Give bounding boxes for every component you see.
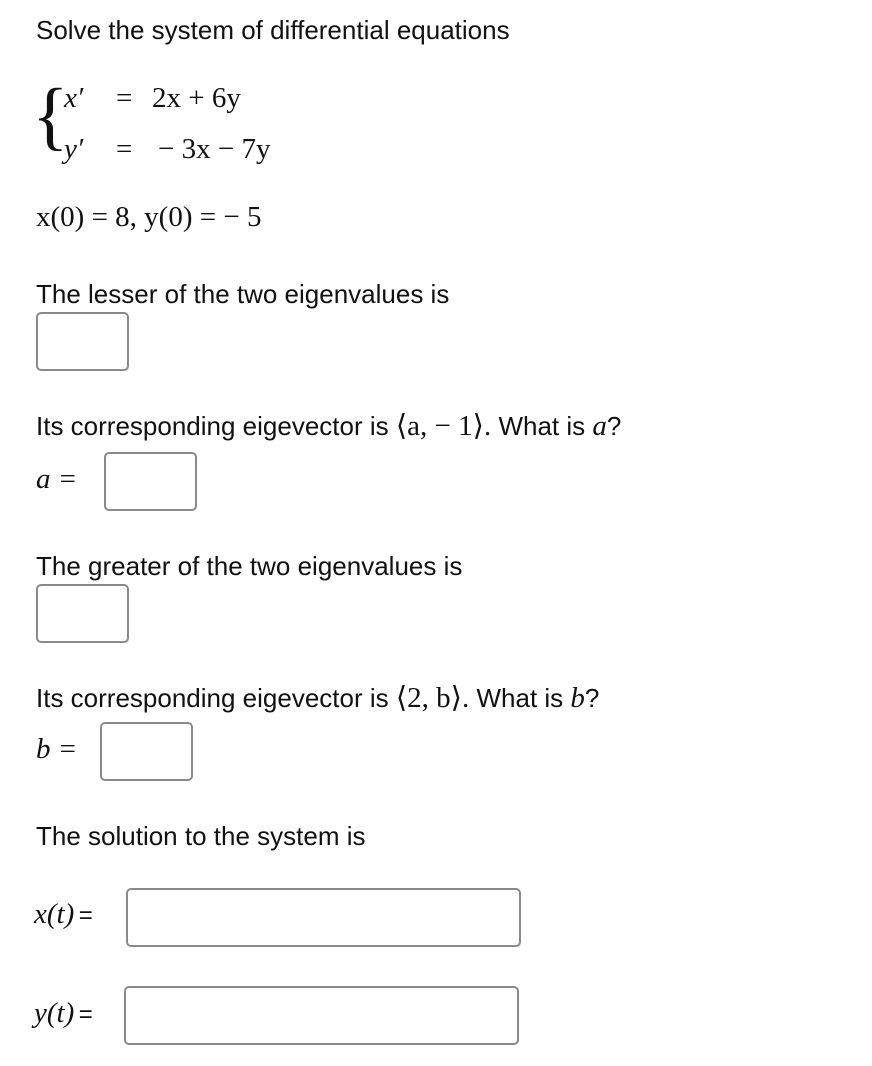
greater-eigenvalue-label: The greater of the two eigenvalues is	[36, 551, 463, 581]
q4-qmark: ?	[584, 683, 600, 713]
x-solution-input[interactable]	[128, 890, 519, 945]
q4-text-after: What is	[476, 683, 564, 713]
eq2-lhs: y′	[64, 133, 84, 165]
y-solution-input[interactable]	[126, 988, 517, 1043]
q2-text-after: What is	[498, 411, 586, 441]
eigenvector-question-2	[36, 682, 599, 714]
solution-label: The solution to the system is	[36, 821, 366, 851]
q2-qmark: ?	[606, 411, 622, 441]
lesser-eigenvalue-label: The lesser of the two eigenvalues is	[36, 279, 450, 309]
greater-eigenvalue-input[interactable]	[38, 586, 127, 641]
eq1-lhs: x′	[64, 82, 84, 114]
x-solution-box[interactable]	[126, 888, 521, 947]
y-equals: =	[78, 1001, 93, 1028]
a-answer-input[interactable]	[106, 454, 195, 509]
y-solution-label: y(t) =	[34, 997, 93, 1029]
problem-prompt: Solve the system of differential equations	[36, 15, 510, 45]
a-answer-box[interactable]	[104, 452, 197, 511]
b-answer-box[interactable]	[100, 722, 193, 781]
b-answer-input[interactable]	[102, 724, 191, 779]
eigenvector-question-1	[36, 410, 621, 442]
eq2-equals: =	[116, 133, 133, 165]
q4-vector: ⟨2, b⟩.	[395, 682, 470, 714]
greater-eigenvalue-box[interactable]	[36, 584, 129, 643]
q2-text-before: Its corresponding eigevector is	[36, 411, 389, 441]
a-answer-label: a =	[36, 463, 78, 495]
eq2-rhs: − 3x − 7y	[158, 133, 271, 165]
lesser-eigenvalue-input[interactable]	[38, 314, 127, 369]
q2-var: a	[592, 410, 607, 442]
q2-vector: ⟨a, − 1⟩.	[395, 410, 492, 442]
x-solution-label: x(t) =	[34, 898, 93, 930]
q4-text-before: Its corresponding eigevector is	[36, 683, 389, 713]
lesser-eigenvalue-box[interactable]	[36, 312, 129, 371]
q4-var: b	[570, 682, 585, 714]
initial-conditions: x(0) = 8, y(0) = − 5	[36, 201, 262, 233]
left-brace: {	[32, 74, 69, 158]
eq1-rhs: 2x + 6y	[152, 82, 241, 114]
eq1-equals: =	[116, 82, 133, 114]
x-equals: =	[78, 902, 93, 929]
y-solution-box[interactable]	[124, 986, 519, 1045]
b-answer-label: b =	[36, 733, 78, 765]
